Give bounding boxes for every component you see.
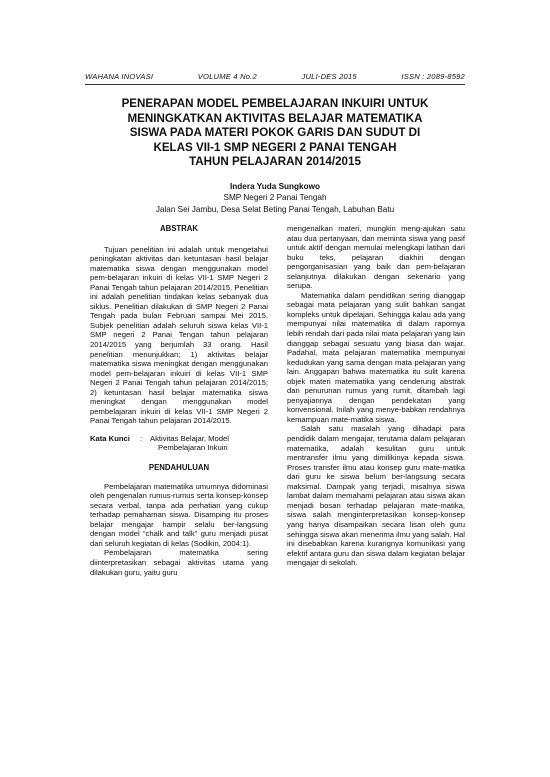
author-address: Jalan Sei Jambu, Desa Selat Beting Panai Tengah, Labuhan Batu bbox=[155, 204, 395, 214]
keywords-line: Pembelajaran Inkuiri bbox=[158, 443, 228, 453]
journal-issn: ISSN : 2089-8592 bbox=[401, 72, 465, 81]
intro-paragraph: Pembelajaran matematika umumnya didominasi oleh pengenalan rumus-rumus serta konsep-konsep secara verbal, tanpa ada perhatian yang cukup terhadap pemahaman siswa. Disamping itu proses belajar mengajar hampir selalu ber-langsung dengan model “chalk and talk” guru menjadi pusat dari seluruh kegiatan di kelas (Sodikin, 2004:1). bbox=[90, 481, 268, 548]
title-line: KELAS VII-1 SMP NEGERI 2 PANAI TENGAH bbox=[153, 140, 397, 154]
intro-paragraph: Matematika dalam pendidikan sering dianggap sebagai mata pelajaran yang sulit bahkan sangat kompleks untuk dipelajari. Sehingga kalau ada yang mempunyai nilai matematika di dalam rapornya lebih rendah dari pada nilai mata pelajaran yang lain dianggap sebagai sesuatu yang biasa dan wajar. Padahal, mata pelajaran matematika mempunyai kedudukan yang sama dengan mata pelajaran yang lain. Anggapan bahwa matematika itu sulit karena objek materi matematika yang cenderung abstrak dan penurunan rumus yang rumit, ditambah lagi penyajiannya dengan pendekatan yang konvensional. Inilah yang menye-babkan rendahnya kemampuan mate-matika siswa. bbox=[287, 290, 465, 424]
right-column bbox=[287, 224, 465, 568]
left-column bbox=[90, 224, 268, 577]
keywords-label: Kata Kunci bbox=[90, 433, 130, 443]
title-line: MENINGKATKAN AKTIVITAS BELAJAR MATEMATIKA bbox=[127, 111, 423, 125]
journal-name: WAHANA INOVASI bbox=[85, 72, 154, 81]
title-line: SISWA PADA MATERI POKOK GARIS DAN SUDUT DI bbox=[129, 126, 421, 140]
keywords-colon: : bbox=[140, 433, 143, 443]
keywords bbox=[90, 434, 268, 453]
journal-period: JULI-DES 2015 bbox=[301, 72, 357, 81]
author-name: Indera Yuda Sungkowo bbox=[230, 182, 320, 191]
intro-paragraph: Salah satu masalah yang dihadapi para pendidik dalam mengajar, terutama dalam pelajaran matematika, adalah kesulitan guru untuk mentransfer ilmu yang dimilikinya kepada siswa. Proses transfer ilmu atau konsep guru mate-matika dari guru ke siswa belum ber-langsung secara maksimal. Dampak yang terjadi, misalnya siswa lambat dalam memahami pelajaran atau siswa akan menjadi bosan terhadap pelajaran mate-matika, siswa salah menginterpretasikan konsep-konsep yang hanya disampaikan secara lisan oleh guru sehingga siswa akan menerima ilmu yang salah. Hal ini disebabkan karena kurangnya komunikasi yang efektif antara guru dan siswa dalam kegiatan belajar mengajar di sekolah. bbox=[287, 424, 465, 568]
title-line: PENERAPAN MODEL PEMBELAJARAN INKUIRI UNTUK bbox=[121, 97, 429, 110]
author-block bbox=[85, 181, 465, 215]
header-divider bbox=[85, 84, 465, 85]
intro-paragraph: Pembelajaran matematika sering diinterpretasikan sebagai aktivitas utama yang dilakukan guru, yaitu guru bbox=[90, 548, 268, 577]
keywords-text bbox=[150, 434, 268, 453]
title-line: TAHUN PELAJARAN 2014/2015 bbox=[189, 155, 361, 169]
intro-heading: PENDAHULUAN bbox=[148, 463, 210, 473]
author-institution: SMP Negeri 2 Panai Tengah bbox=[223, 193, 327, 203]
intro-paragraph-continued: mengenalkan materi, mungkin meng-ajukan satu atau dua pertanyaan, dan meminta siswa yang pasif untuk aktif dengan memulai melengkapi latihan dari buku teks, pelajaran diakhiri dengan pengorganisasian yang baik dan pem-belajaran selanjutnya dilakukan dengan sekenario yang serupa. bbox=[287, 224, 465, 291]
keywords-line: Aktivitas Belajar, Model bbox=[150, 433, 229, 443]
abstract-heading: ABSTRAK bbox=[159, 224, 199, 233]
abstract-text: Tujuan penelitian ini adalah untuk mengetahui peningkatan aktivitas dan ketuntasan hasil belajar matematika siswa dengan menggunakan model pem-belajaran inkuiri di kelas VII-1 SMP Negeri 2 Panai Tengah tahun pelajaran 2014/2015. Penelitian ini adalah penelitian tindakan kelas sebanyak dua siklus. Penelitian dilakukan di SMP Negeri 2 Panai Tengah pada bulan Februari sampai Mei 2015. Subjek penelitian adalah seluruh siswa kelas VII-1 SMP negeri 2 Panai Tengan tahun pelajaran 2014/2015 yang berjumlah 33 orang. Hasil penelitian menunjukkan; 1) aktivitas belajar matematika siswa meningkat dengan menggunakan model pem-belajaran inkuiri di kelas VII-1 SMP Negeri 2 Panai Tengah tahun pelajaran 2014/2015; 2) ketuntasan hasil belajar matematika siswa meningkat dengan menggunakan model pembelajaran inkuiri di kelas VII-1 SMP Negeri 2 Panai Tengah tahun pelajaran 2014/2015. bbox=[90, 244, 268, 426]
running-header bbox=[85, 72, 465, 81]
paper-title bbox=[85, 97, 465, 170]
journal-volume: VOLUME 4 No.2 bbox=[197, 72, 257, 81]
